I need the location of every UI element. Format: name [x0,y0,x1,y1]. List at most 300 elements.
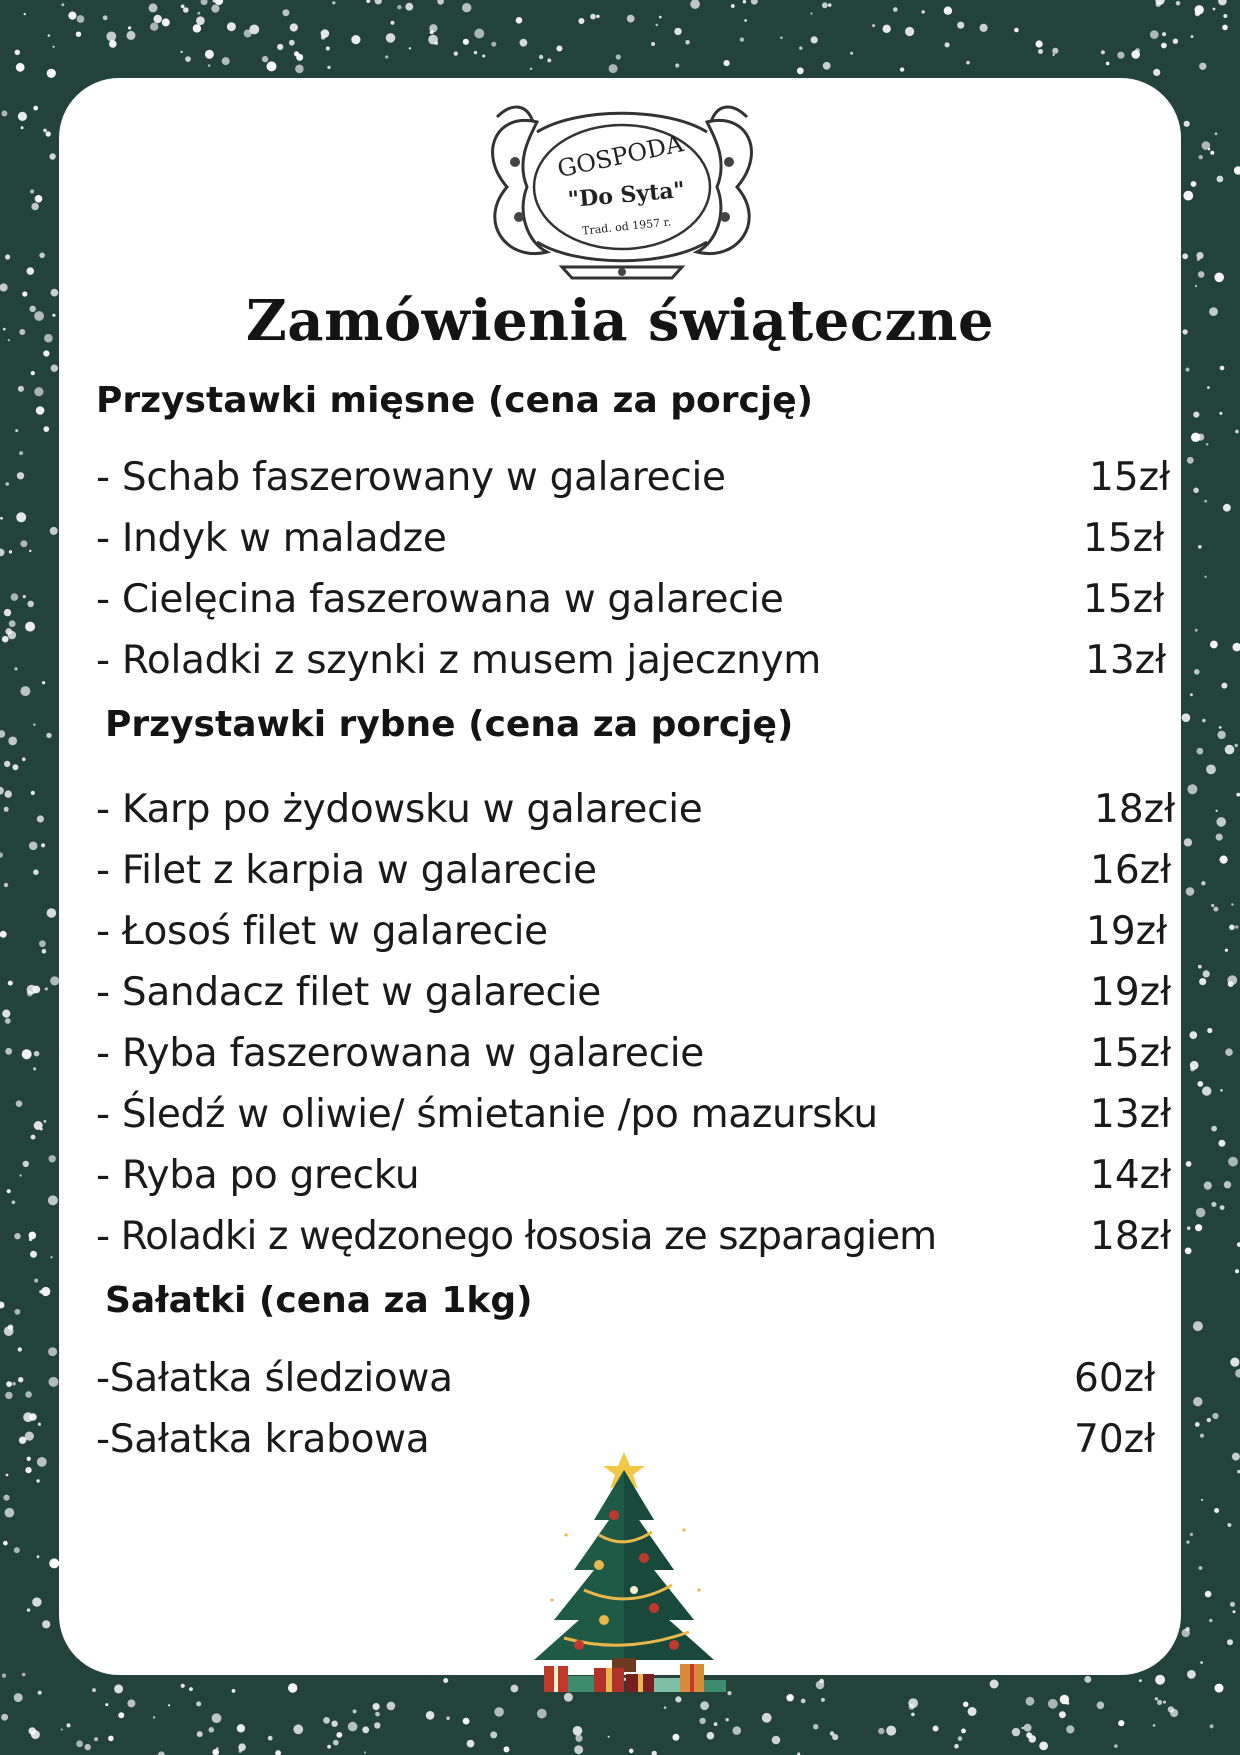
menu-item [96,638,1186,688]
menu-item-price: 16zł [1090,848,1172,893]
snow-dot [30,189,34,193]
snow-dot [27,601,34,608]
snow-dot [1225,745,1235,755]
menu-card [59,78,1181,1675]
snow-dot [1211,1202,1216,1207]
snow-dot [1216,834,1223,841]
snow-dot [883,25,891,33]
snow-dot [0,787,4,795]
snow-dot [1048,1699,1058,1709]
snow-dot [1195,1422,1200,1427]
snow-dot [629,1749,634,1754]
snow-dot [651,42,655,46]
snow-dot [900,67,904,71]
snow-dot [726,1718,729,1721]
snow-dot [1193,412,1199,418]
snow-dot [1208,148,1210,150]
snow-dot [474,29,484,39]
snow-dot [1221,683,1227,689]
menu-item-name: - Cielęcina faszerowana w galarecie [96,577,784,622]
menu-item-name: -Sałatka krabowa [96,1417,430,1462]
snow-dot [957,22,964,29]
snow-dot [185,56,191,62]
snow-dot [1114,1744,1118,1748]
snow-dot [724,60,730,66]
snow-dot [780,36,783,39]
snow-dot [1225,1048,1233,1056]
snow-dot [44,334,53,343]
snow-dot [239,1749,243,1753]
snow-dot [3,1541,8,1546]
snow-dot [740,37,744,41]
snow-dot [12,764,18,770]
snow-dot [374,1722,380,1728]
snow-dot [446,1716,450,1720]
menu-item-price: 18zł [1090,1214,1172,1259]
snow-dot [42,1620,50,1628]
snow-dot [1014,28,1019,33]
snow-dot [31,203,39,211]
snow-dot [1235,1369,1240,1378]
snow-dot [1117,52,1124,59]
snow-dot [29,1238,33,1242]
snow-dot [893,7,898,12]
snow-dot [462,3,471,12]
menu-item-price: 19zł [1086,909,1168,954]
snow-dot [1029,1735,1037,1743]
snow-dot [362,1726,369,1733]
snow-dot [1182,713,1191,722]
snow-dot [1183,191,1193,201]
snow-dot [16,1100,23,1107]
snow-dot [537,1709,547,1719]
snow-dot [547,58,551,62]
snow-dot [227,22,236,31]
snow-dot [1184,838,1192,846]
snow-dot [14,1547,20,1553]
snow-dot [326,47,330,51]
snow-dot [1194,669,1200,675]
snow-dot [33,1067,36,1070]
snow-dot [29,550,31,552]
snow-dot [491,42,496,47]
snow-dot [7,1189,11,1193]
snow-dot [1,1714,8,1721]
snow-dot [76,1740,83,1747]
snow-dot [94,1737,98,1741]
page-title: Zamówienia świąteczne [245,288,995,354]
snow-dot [19,451,23,455]
snow-dot [25,1391,32,1398]
snow-dot [15,50,20,55]
menu-item-price: 18zł [1094,787,1176,832]
menu-item-price: 70zł [1074,1417,1156,1462]
snow-dot [5,1018,11,1024]
snow-dot [348,1722,358,1732]
snow-dot [237,1724,245,1732]
snow-dot [1207,1418,1211,1422]
snow-dot [12,1201,16,1205]
snow-dot [1161,43,1167,49]
snow-dot [5,254,10,259]
snow-dot [0,931,7,938]
snow-dot [1233,1610,1236,1613]
snow-dot [106,32,116,42]
menu-item-name: - Śledź w oliwie/ śmietanie /po mazursku [96,1092,878,1137]
snow-dot [321,35,326,40]
snow-dot [980,24,988,32]
snow-dot [154,15,162,23]
snow-dot [8,737,17,746]
snow-dot [1215,1684,1224,1693]
menu-item-name: -Sałatka śledziowa [96,1356,453,1401]
snow-dot [212,1749,219,1755]
snow-dot [1210,1724,1214,1728]
snow-dot [29,842,38,851]
snow-dot [46,733,51,738]
snow-dot [336,1732,342,1738]
snow-dot [405,3,413,11]
snow-dot [267,61,277,71]
snow-dot [958,1736,963,1741]
snow-dot [37,1555,40,1558]
snow-dot [1190,1533,1193,1536]
snow-dot [1214,273,1224,283]
snow-dot [437,0,444,5]
snow-dot [762,1713,772,1723]
snow-dot [1038,49,1043,54]
snow-dot [1106,62,1110,66]
snow-dot [364,1751,366,1753]
christmas-tree-icon [504,1440,744,1700]
snow-dot [5,1392,12,1399]
snow-dot [1211,904,1214,907]
snow-dot [158,1751,165,1755]
snow-dot [46,131,51,136]
menu-item [96,787,1186,837]
snow-dot [1059,1711,1066,1718]
snow-dot [1,111,7,117]
snow-dot [27,1608,30,1611]
snow-dot [1176,1,1181,6]
snow-dot [1163,1701,1166,1704]
snow-dot [277,44,283,50]
menu-item [96,1153,1186,1203]
snow-dot [4,883,8,887]
snow-dot [15,1309,21,1315]
snow-dot [1211,1126,1217,1132]
snow-dot [14,1693,23,1702]
snow-dot [262,56,268,62]
snow-dot [41,843,45,847]
menu-item-price: 15zł [1083,577,1165,622]
snow-dot [675,63,679,67]
snow-dot [1235,925,1238,928]
snow-dot [990,1680,999,1689]
snow-dot [37,1457,47,1467]
snow-dot [1206,765,1216,775]
snow-dot [205,50,214,59]
snow-dot [22,1049,32,1059]
snow-dot [48,34,51,37]
snow-dot [29,1727,36,1734]
snow-dot [1097,1702,1105,1710]
snow-dot [1191,35,1194,38]
snow-dot [968,1707,977,1716]
snow-dot [1204,500,1207,503]
snow-dot [1230,1602,1235,1607]
snow-dot [16,63,25,72]
snow-dot [323,1717,330,1724]
snow-dot [77,15,85,23]
snow-dot [944,7,952,15]
snow-dot [556,46,562,52]
snow-dot [1213,8,1216,11]
snow-dot [33,724,35,726]
snow-dot [1201,1499,1203,1501]
snow-dot [1235,744,1238,747]
snow-dot [20,1174,22,1176]
snow-dot [1199,63,1206,70]
snow-dot [38,1423,41,1426]
snow-dot [1066,1725,1074,1733]
snow-dot [596,15,599,18]
snow-dot [222,57,230,65]
logo-line-1: GOSPODA [554,129,686,184]
snow-dot [1198,545,1202,549]
snow-dot [810,12,812,14]
snow-dot [1209,307,1218,316]
snow-dot [50,976,59,985]
snow-dot [1206,443,1209,446]
snow-dot [67,1723,71,1727]
snow-dot [30,306,36,312]
section-heading-meat: Przystawki mięsne (cena za porcję) [96,380,814,421]
snow-dot [2,1673,6,1677]
snow-dot [1230,1358,1239,1367]
snow-dot [215,0,223,5]
snow-dot [1200,1434,1204,1438]
snow-dot [1207,386,1210,389]
snow-dot [50,527,58,535]
snow-dot [744,19,747,22]
snow-dot [34,1279,38,1283]
snow-dot [92,1688,96,1692]
snow-dot [1223,14,1227,18]
snow-dot [878,1728,884,1734]
snow-dot [375,0,382,4]
snow-dot [821,1698,825,1702]
snow-dot [48,1195,58,1205]
snow-dot [37,815,44,822]
snow-dot [1190,1061,1199,1070]
menu-item-name: - Łosoś filet w galarecie [96,909,548,954]
snow-dot [945,42,950,47]
menu-item [96,1092,1186,1142]
snow-dot [1200,1661,1203,1664]
snow-dot [1232,1453,1240,1461]
snow-dot [24,13,26,15]
menu-item [96,516,1186,566]
snow-dot [822,2,828,8]
snow-dot [375,1712,380,1717]
snow-dot [42,949,47,954]
snow-dot [18,1377,23,1382]
snow-dot [731,4,735,8]
menu-item [96,848,1186,898]
snow-dot [162,18,170,26]
snow-dot [47,69,56,78]
snow-dot [39,940,46,947]
menu-item-price: 19zł [1090,970,1172,1015]
snow-dot [1186,1541,1189,1544]
snow-dot [1187,457,1194,464]
snow-dot [397,5,401,9]
snow-dot [1217,176,1224,183]
snow-dot [832,1734,838,1740]
snow-dot [5,482,9,486]
snow-dot [1022,1727,1024,1729]
menu-item-price: 14zł [1090,1153,1172,1198]
snow-dot [23,1412,33,1422]
snow-dot [43,350,49,356]
snow-dot [3,1495,9,1501]
snow-dot [1203,970,1210,977]
snow-dot [1131,50,1140,59]
section-heading-fish: Przystawki rybne (cena za porcję) [105,704,794,745]
snow-dot [49,153,55,159]
snow-dot [504,1746,510,1752]
snow-dot [201,0,208,5]
snow-dot [609,64,618,73]
snow-dot [27,267,35,275]
snow-dot [823,62,831,70]
snow-dot [1186,368,1190,372]
snow-dot [282,9,289,16]
snow-dot [1204,576,1206,578]
snow-dot [1210,151,1214,155]
snow-dot [197,1731,203,1737]
snow-dot [463,1718,470,1725]
menu-item [96,1031,1186,1081]
snow-dot [8,631,16,639]
snow-dot [1036,40,1043,47]
snow-dot [494,1707,504,1717]
snow-dot [1198,271,1205,278]
snow-dot [327,1745,331,1749]
snow-dot [1184,121,1190,127]
snow-dot [180,51,182,53]
snow-dot [467,1740,475,1748]
snow-dot [963,1702,969,1708]
snow-dot [1198,965,1202,969]
snow-dot [1231,903,1233,905]
snow-dot [1187,784,1197,794]
snow-dot [1218,0,1227,5]
snow-dot [1186,1161,1192,1167]
snow-dot [1196,1208,1206,1218]
snow-dot [2,1010,10,1018]
menu-item [96,577,1186,627]
snow-dot [196,1701,201,1706]
snow-dot [244,30,252,38]
snow-dot [1217,731,1225,739]
snow-dot [20,540,27,547]
snow-dot [1195,1224,1202,1231]
logo-line-2: "Do Syta" [566,176,687,214]
snow-dot [664,1706,667,1709]
menu-item-name: - Karp po żydowsku w galarecie [96,787,703,832]
section-heading-salads: Sałatki (cena za 1kg) [105,1280,533,1321]
snow-dot [1222,25,1228,31]
menu-item-name: - Filet z karpia w galarecie [96,848,597,893]
snow-dot [1024,1724,1032,1732]
snow-dot [31,1135,36,1140]
snow-dot [1197,1081,1203,1087]
snow-dot [212,1713,222,1723]
snow-dot [1216,810,1218,812]
snow-dot [699,1718,705,1724]
snow-dot [1224,1181,1231,1188]
snow-dot [1193,488,1199,494]
snow-dot [183,7,189,13]
snow-dot [53,46,55,48]
snow-dot [1195,285,1197,287]
snow-dot [1066,1702,1069,1705]
snow-dot [38,1691,42,1695]
snow-dot [68,12,76,20]
snow-dot [482,55,485,58]
snow-dot [27,1457,31,1461]
snow-dot [42,681,45,684]
snow-dot [578,18,584,24]
snow-dot [21,126,24,129]
snow-dot [32,1597,41,1606]
snow-dot [1187,1670,1196,1679]
snow-dot [41,1287,50,1296]
snow-dot [9,620,16,627]
snow-dot [0,549,5,557]
snow-dot [18,386,24,392]
snow-dot [353,1709,357,1713]
snow-dot [11,593,19,601]
snow-dot [799,46,802,49]
snow-dot [1220,1205,1225,1210]
snow-dot [33,106,38,111]
snow-dot [43,426,49,432]
snow-dot [1193,1397,1202,1406]
snow-dot [1236,793,1240,797]
menu-item-name: - Ryba faszerowana w galarecie [96,1031,704,1076]
snow-dot [17,472,24,479]
snow-dot [118,1712,124,1718]
snow-dot [288,1683,297,1692]
snow-dot [685,40,690,45]
snow-dot [4,1326,14,1336]
snow-dot [76,32,81,37]
snow-dot [1233,643,1240,652]
snow-dot [574,1745,583,1754]
snow-dot [275,1750,281,1755]
snow-dot [366,0,370,3]
menu-item-name: - Roladki z wędzonego łososia ze szparagiem [96,1214,937,1259]
snow-dot [43,1120,46,1123]
snow-dot [22,1673,26,1677]
snow-dot [0,1302,5,1309]
snow-dot [105,1703,108,1706]
snow-dot [16,512,26,522]
snow-dot [786,1694,793,1701]
